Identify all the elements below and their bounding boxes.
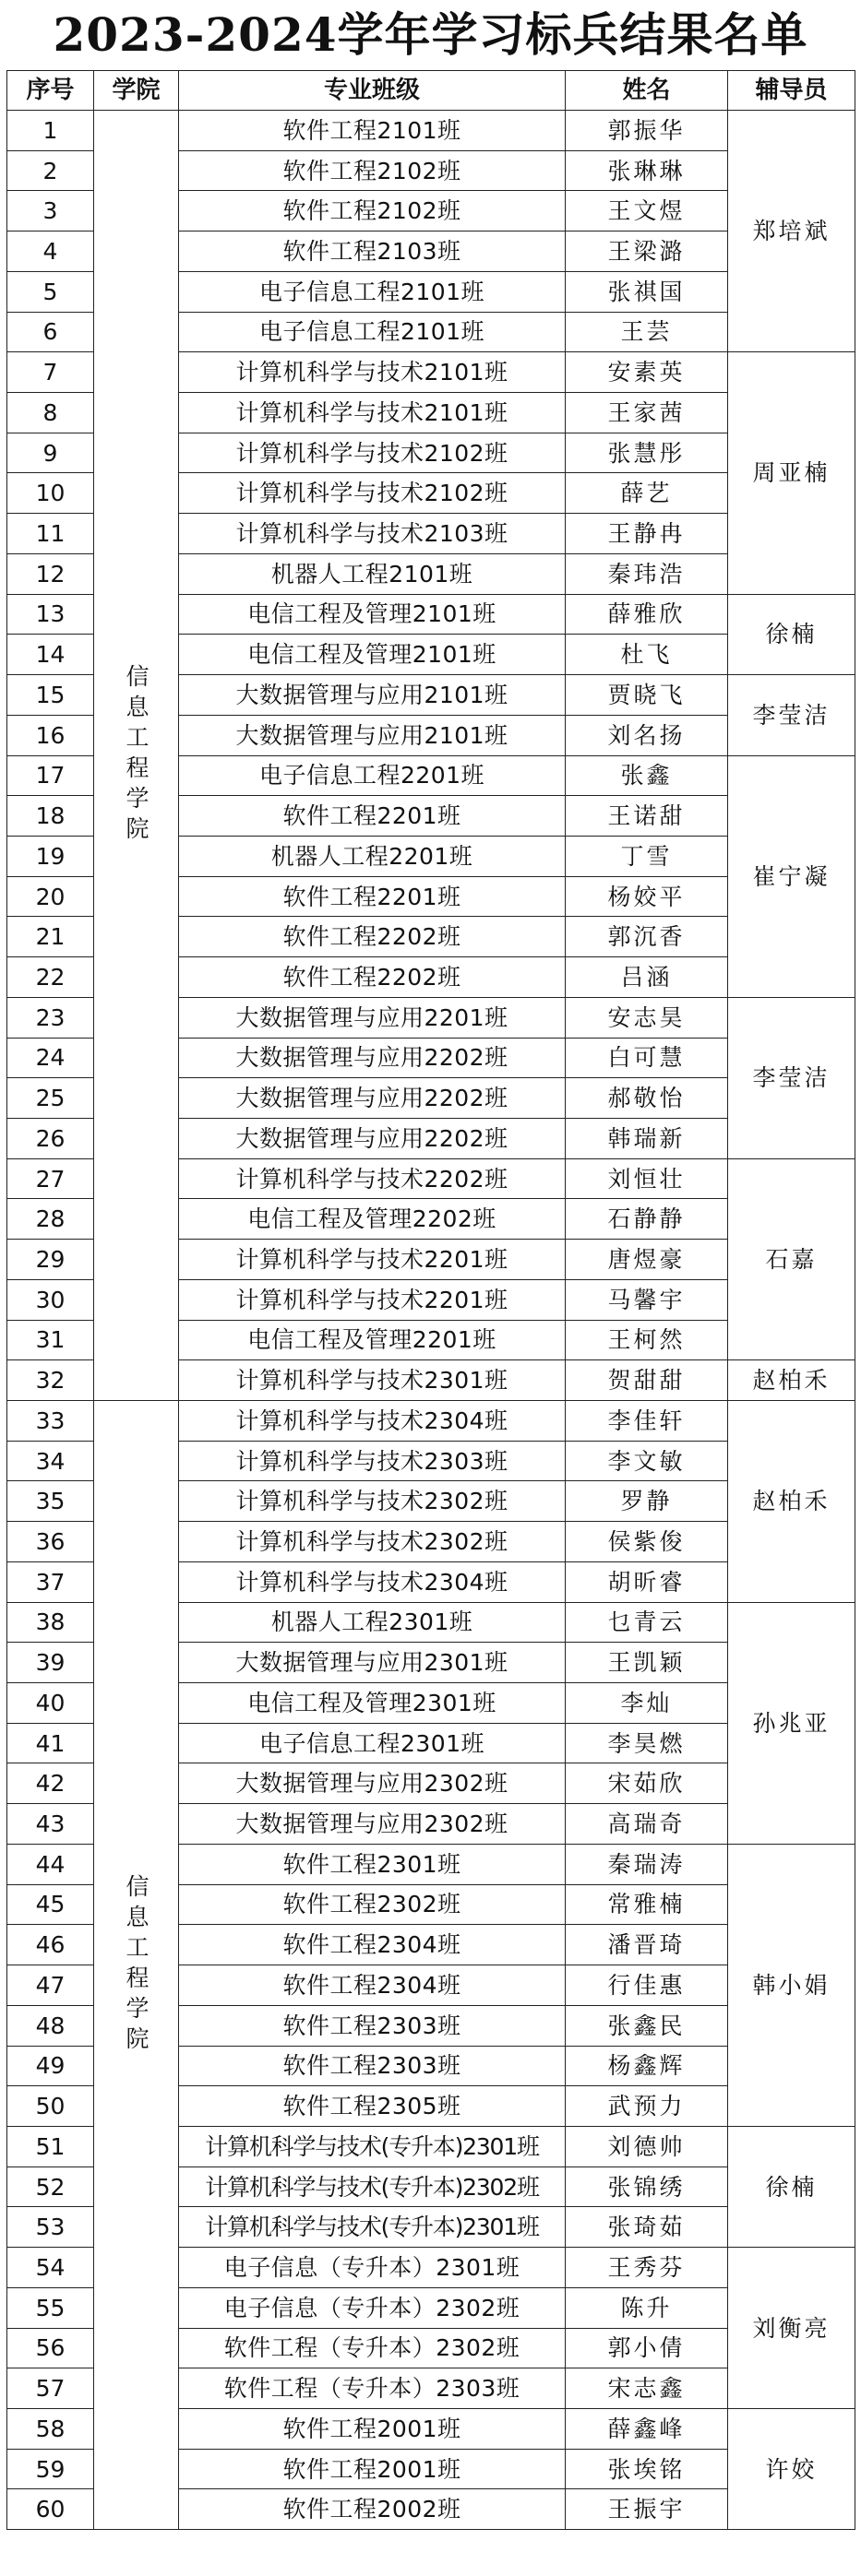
row-name: 杨鑫辉 (566, 2046, 728, 2086)
row-class: 软件工程2301班 (179, 1844, 566, 1884)
row-class: 软件工程2202班 (179, 957, 566, 998)
row-seq: 27 (7, 1158, 94, 1199)
row-name: 张鑫民 (566, 2005, 728, 2046)
roster-table (6, 70, 855, 2530)
row-seq: 25 (7, 1078, 94, 1119)
row-class: 大数据管理与应用2302班 (179, 1804, 566, 1845)
counselor-cell: 韩小娟 (728, 1844, 855, 2126)
row-class: 软件工程2303班 (179, 2046, 566, 2086)
row-class: 电信工程及管理2101班 (179, 594, 566, 635)
row-name: 陈升 (566, 2287, 728, 2328)
row-seq: 55 (7, 2287, 94, 2328)
row-seq: 41 (7, 1723, 94, 1763)
row-class: 软件工程2002班 (179, 2489, 566, 2530)
row-class: 电子信息工程2101班 (179, 271, 566, 312)
row-name: 张琳琳 (566, 150, 728, 191)
row-class: 计算机科学与技术2304班 (179, 1401, 566, 1442)
header-row (7, 71, 855, 111)
counselor-cell: 刘衡亮 (728, 2248, 855, 2409)
row-name: 王秀芬 (566, 2248, 728, 2288)
row-seq: 5 (7, 271, 94, 312)
row-name: 安志昊 (566, 997, 728, 1038)
row-seq: 46 (7, 1925, 94, 1965)
row-class: 电子信息（专升本）2302班 (179, 2287, 566, 2328)
row-name: 贾晓飞 (566, 675, 728, 716)
row-seq: 16 (7, 715, 94, 755)
row-seq: 35 (7, 1481, 94, 1522)
row-name: 杨姣平 (566, 876, 728, 917)
row-class: 软件工程2304班 (179, 1965, 566, 2006)
counselor-cell: 徐楠 (728, 594, 855, 674)
row-class: 软件工程（专升本）2303班 (179, 2368, 566, 2409)
row-class: 计算机科学与技术2101班 (179, 393, 566, 433)
row-name: 李文敏 (566, 1441, 728, 1481)
row-name: 白可慧 (566, 1038, 728, 1078)
row-name: 潘晋琦 (566, 1925, 728, 1965)
row-name: 张慧彤 (566, 433, 728, 473)
row-seq: 48 (7, 2005, 94, 2046)
row-class: 软件工程2305班 (179, 2086, 566, 2127)
row-class: 大数据管理与应用2101班 (179, 675, 566, 716)
row-class: 计算机科学与技术2103班 (179, 514, 566, 554)
row-seq: 21 (7, 917, 94, 957)
row-name: 王芸 (566, 312, 728, 352)
row-name: 罗静 (566, 1481, 728, 1522)
row-seq: 13 (7, 594, 94, 635)
row-seq: 9 (7, 433, 94, 473)
row-name: 王静冉 (566, 514, 728, 554)
row-name: 高瑞奇 (566, 1804, 728, 1845)
row-class: 软件工程2303班 (179, 2005, 566, 2046)
row-seq: 47 (7, 1965, 94, 2006)
row-name: 张琦茹 (566, 2207, 728, 2248)
row-seq: 45 (7, 1884, 94, 1925)
row-seq: 36 (7, 1522, 94, 1562)
row-seq: 3 (7, 191, 94, 231)
counselor-cell: 赵柏禾 (728, 1360, 855, 1401)
row-seq: 14 (7, 635, 94, 675)
row-seq: 24 (7, 1038, 94, 1078)
row-class: 大数据管理与应用2301班 (179, 1643, 566, 1683)
row-class: 软件工程2001班 (179, 2449, 566, 2489)
row-seq: 40 (7, 1683, 94, 1724)
row-seq: 7 (7, 352, 94, 393)
row-name: 宋志鑫 (566, 2368, 728, 2409)
row-class: 大数据管理与应用2202班 (179, 1118, 566, 1158)
row-seq: 31 (7, 1320, 94, 1360)
header-college: 学院 (94, 71, 179, 111)
row-seq: 49 (7, 2046, 94, 2086)
college-cell: 信息工程学院 (94, 111, 179, 1401)
row-seq: 43 (7, 1804, 94, 1845)
row-name: 马馨宇 (566, 1279, 728, 1320)
header-counselor: 辅导员 (728, 71, 855, 111)
row-class: 电信工程及管理2301班 (179, 1683, 566, 1724)
row-class: 计算机科学与技术2102班 (179, 473, 566, 514)
row-seq: 20 (7, 876, 94, 917)
row-seq: 32 (7, 1360, 94, 1401)
counselor-cell: 李莹洁 (728, 675, 855, 755)
row-name: 薛艺 (566, 473, 728, 514)
row-seq: 11 (7, 514, 94, 554)
row-class: 计算机科学与技术2302班 (179, 1481, 566, 1522)
row-class: 计算机科学与技术2301班 (179, 1360, 566, 1401)
row-class: 软件工程2304班 (179, 1925, 566, 1965)
row-seq: 53 (7, 2207, 94, 2248)
row-class: 计算机科学与技术2303班 (179, 1441, 566, 1481)
row-seq: 22 (7, 957, 94, 998)
row-seq: 51 (7, 2126, 94, 2166)
row-class: 电子信息工程2301班 (179, 1723, 566, 1763)
row-name: 王文煜 (566, 191, 728, 231)
row-name: 张埃铭 (566, 2449, 728, 2489)
row-class: 软件工程2103班 (179, 231, 566, 272)
row-name: 常雅楠 (566, 1884, 728, 1925)
row-name: 刘德帅 (566, 2126, 728, 2166)
row-class: 电子信息工程2201班 (179, 755, 566, 796)
row-class: 计算机科学与技术2101班 (179, 352, 566, 393)
row-class: 计算机科学与技术(专升本)2301班 (179, 2126, 566, 2166)
row-seq: 58 (7, 2408, 94, 2449)
row-seq: 56 (7, 2328, 94, 2368)
row-seq: 37 (7, 1561, 94, 1602)
row-class: 计算机科学与技术2302班 (179, 1522, 566, 1562)
row-name: 秦玮浩 (566, 553, 728, 594)
college-cell: 信息工程学院 (94, 1401, 179, 2530)
row-class: 计算机科学与技术2201班 (179, 1279, 566, 1320)
row-seq: 19 (7, 836, 94, 876)
row-name: 石静静 (566, 1199, 728, 1240)
counselor-cell: 赵柏禾 (728, 1401, 855, 1603)
row-name: 武预力 (566, 2086, 728, 2127)
counselor-cell: 石嘉 (728, 1158, 855, 1360)
counselor-cell: 周亚楠 (728, 352, 855, 594)
row-seq: 26 (7, 1118, 94, 1158)
row-name: 韩瑞新 (566, 1118, 728, 1158)
row-name: 刘名扬 (566, 715, 728, 755)
row-seq: 15 (7, 675, 94, 716)
row-name: 李佳轩 (566, 1401, 728, 1442)
row-name: 侯紫俊 (566, 1522, 728, 1562)
row-name: 王柯然 (566, 1320, 728, 1360)
row-seq: 12 (7, 553, 94, 594)
counselor-cell: 李莹洁 (728, 997, 855, 1158)
row-name: 薛鑫峰 (566, 2408, 728, 2449)
row-name: 张锦绣 (566, 2166, 728, 2207)
row-name: 胡昕睿 (566, 1561, 728, 1602)
row-name: 郭小倩 (566, 2328, 728, 2368)
row-seq: 38 (7, 1602, 94, 1643)
row-seq: 18 (7, 796, 94, 837)
row-name: 吕涵 (566, 957, 728, 998)
row-seq: 30 (7, 1279, 94, 1320)
row-class: 大数据管理与应用2201班 (179, 997, 566, 1038)
counselor-cell: 徐楠 (728, 2126, 855, 2247)
row-class: 计算机科学与技术(专升本)2301班 (179, 2207, 566, 2248)
row-seq: 57 (7, 2368, 94, 2409)
row-class: 软件工程2001班 (179, 2408, 566, 2449)
row-seq: 59 (7, 2449, 94, 2489)
row-name: 王诺甜 (566, 796, 728, 837)
row-class: 电信工程及管理2202班 (179, 1199, 566, 1240)
table-row (7, 111, 855, 151)
row-name: 行佳惠 (566, 1965, 728, 2006)
row-name: 李灿 (566, 1683, 728, 1724)
row-seq: 44 (7, 1844, 94, 1884)
row-seq: 50 (7, 2086, 94, 2127)
table-row (7, 1401, 855, 1442)
row-class: 软件工程2302班 (179, 1884, 566, 1925)
row-seq: 8 (7, 393, 94, 433)
row-class: 大数据管理与应用2202班 (179, 1078, 566, 1119)
row-class: 计算机科学与技术(专升本)2302班 (179, 2166, 566, 2207)
row-seq: 52 (7, 2166, 94, 2207)
row-seq: 29 (7, 1240, 94, 1280)
header-class: 专业班级 (179, 71, 566, 111)
row-class: 电信工程及管理2101班 (179, 635, 566, 675)
row-class: 大数据管理与应用2101班 (179, 715, 566, 755)
page-title: 2023-2024学年学习标兵结果名单 (53, 7, 808, 62)
row-name: 张鑫 (566, 755, 728, 796)
row-class: 软件工程2102班 (179, 191, 566, 231)
row-seq: 60 (7, 2489, 94, 2530)
row-class: 软件工程2202班 (179, 917, 566, 957)
row-name: 宋茹欣 (566, 1763, 728, 1804)
header-name: 姓名 (566, 71, 728, 111)
row-class: 大数据管理与应用2202班 (179, 1038, 566, 1078)
row-class: 计算机科学与技术2102班 (179, 433, 566, 473)
row-name: 贺甜甜 (566, 1360, 728, 1401)
row-seq: 42 (7, 1763, 94, 1804)
row-name: 安素英 (566, 352, 728, 393)
row-class: 计算机科学与技术2201班 (179, 1240, 566, 1280)
row-class: 机器人工程2101班 (179, 553, 566, 594)
row-seq: 39 (7, 1643, 94, 1683)
row-name: 薛雅欣 (566, 594, 728, 635)
roster-body (7, 111, 855, 2530)
counselor-cell: 崔宁凝 (728, 755, 855, 997)
row-class: 机器人工程2301班 (179, 1602, 566, 1643)
row-class: 电信工程及管理2201班 (179, 1320, 566, 1360)
row-class: 机器人工程2201班 (179, 836, 566, 876)
row-name: 刘恒壮 (566, 1158, 728, 1199)
row-name: 乜青云 (566, 1602, 728, 1643)
row-name: 唐煜豪 (566, 1240, 728, 1280)
counselor-cell: 郑培斌 (728, 111, 855, 352)
row-seq: 23 (7, 997, 94, 1038)
row-name: 郭振华 (566, 111, 728, 151)
row-name: 郭沉香 (566, 917, 728, 957)
row-seq: 2 (7, 150, 94, 191)
counselor-cell: 许姣 (728, 2408, 855, 2529)
row-class: 电子信息（专升本）2301班 (179, 2248, 566, 2288)
row-seq: 33 (7, 1401, 94, 1442)
row-name: 郝敬怡 (566, 1078, 728, 1119)
row-name: 张祺国 (566, 271, 728, 312)
row-seq: 4 (7, 231, 94, 272)
header-seq: 序号 (7, 71, 94, 111)
row-name: 王家茜 (566, 393, 728, 433)
counselor-cell: 孙兆亚 (728, 1602, 855, 1844)
row-name: 王梁潞 (566, 231, 728, 272)
row-class: 大数据管理与应用2302班 (179, 1763, 566, 1804)
row-name: 丁雪 (566, 836, 728, 876)
row-class: 软件工程2101班 (179, 111, 566, 151)
row-name: 秦瑞涛 (566, 1844, 728, 1884)
row-class: 计算机科学与技术2202班 (179, 1158, 566, 1199)
row-class: 计算机科学与技术2304班 (179, 1561, 566, 1602)
row-name: 王凯颖 (566, 1643, 728, 1683)
row-name: 王振宇 (566, 2489, 728, 2530)
row-seq: 6 (7, 312, 94, 352)
row-class: 电子信息工程2101班 (179, 312, 566, 352)
row-class: 软件工程（专升本）2302班 (179, 2328, 566, 2368)
row-class: 软件工程2201班 (179, 876, 566, 917)
row-seq: 10 (7, 473, 94, 514)
row-seq: 28 (7, 1199, 94, 1240)
row-seq: 54 (7, 2248, 94, 2288)
row-seq: 1 (7, 111, 94, 151)
row-seq: 34 (7, 1441, 94, 1481)
row-name: 李昊燃 (566, 1723, 728, 1763)
row-class: 软件工程2201班 (179, 796, 566, 837)
row-seq: 17 (7, 755, 94, 796)
row-name: 杜飞 (566, 635, 728, 675)
row-class: 软件工程2102班 (179, 150, 566, 191)
